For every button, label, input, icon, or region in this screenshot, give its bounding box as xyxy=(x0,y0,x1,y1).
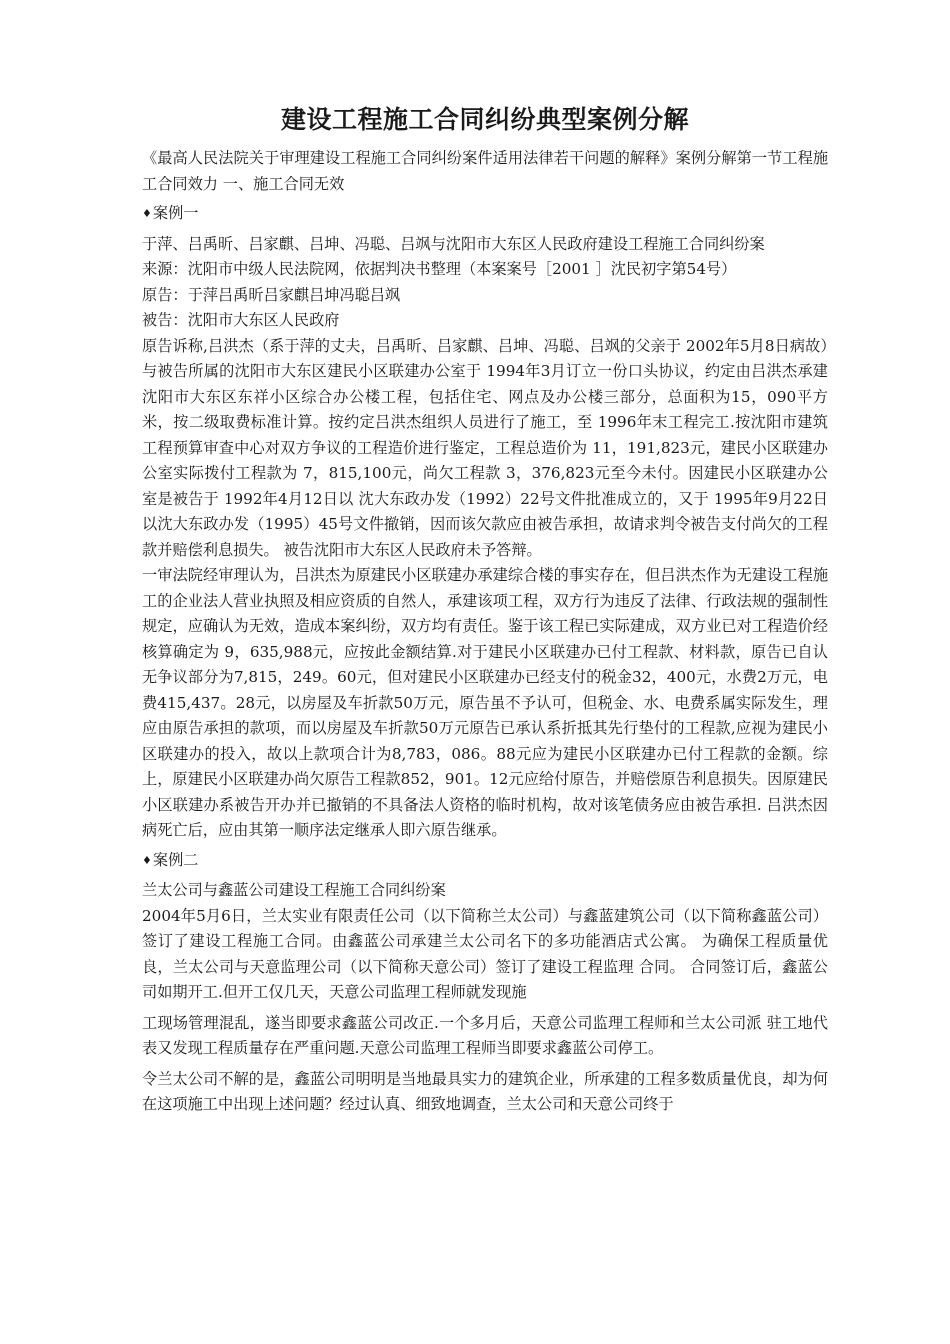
case-one-ruling: 一审法院经审理认为，吕洪杰为原建民小区联建办承建综合楼的事实存在，但吕洪杰作为无建设工程施工的企业法人营业执照及相应资质的自然人，承建该项工程，双方行为违反了法律、行政法规的强制性规定，应确认为无效，造成本案纠纷，双方均有责任。鉴于该工程已实际建成，双方业已对工程造价经核算确定为 9，635,988元，应按此金额结算.对于建民小区联建办已付工程款、材料款，原告已自认无争议部分为7,815，249。60元，但对建民小区联建办已经支付的税金32，400元，水费2万元，电费415,437。28元，以房屋及车折款50万元，原告虽不予认可，但税金、水、电费系属实际发生，理应由原告承担的款项，而以房屋及车折款50万元原告已承认系折抵其先行垫付的工程款,应视为建民小区联建办的投入，故以上款项合计为8,783，086。88元应为建民小区联建办已付工程款的金额。综上，原建民小区联建办尚欠原告工程款852，901。12元应给付原告，并赔偿原告利息损失。因原建民小区联建办系被告开办并已撤销的不具备法人资格的临时机构，故对该笔债务应由被告承担. 吕洪杰因病死亡后，应由其第一顺序法定继承人即六原告继承。 xyxy=(142,566,828,839)
case-two-paragraph-3: 令兰太公司不解的是，鑫蓝公司明明是当地最具实力的建筑企业，所承建的工程多数质量优良，却为何在这项施工中出现上述问题？经过认真、细致地调查，兰太公司和天意公司终于 xyxy=(142,1069,828,1113)
diamond-bullet-icon: ♦ xyxy=(142,207,152,220)
document-page xyxy=(142,100,828,1118)
diamond-bullet-icon: ♦ xyxy=(142,853,152,867)
case-one-name: 于萍、吕禹昕、吕家麒、吕坤、冯聪、吕飒与沈阳市大东区人民政府建设工程施工合同纠纷案 xyxy=(142,234,765,253)
case-one-defendant: 被告：沈阳市大东区人民政府 xyxy=(142,311,340,329)
case-one-label: 案例一 xyxy=(152,204,199,222)
case-two-label: 案例二 xyxy=(152,850,199,869)
case-two-paragraph-2: 工现场管理混乱，遂当即要求鑫蓝公司改正.一个多月后，天意公司监理工程师和兰太公司派 驻工地代表又发现工程质量存在严重问题.天意公司监理工程师当即要求鑫蓝公司停工。 xyxy=(142,1013,828,1057)
document-title: 建设工程施工合同纠纷典型案例分解 xyxy=(280,105,689,134)
case-one-plaintiff: 原告：于萍吕禹昕吕家麒吕坤冯聪吕飒 xyxy=(142,285,401,304)
case-one-source: 来源：沈阳市中级人民法院网，依据判决书整理（本案案号［2001 ］沈民初字第54号） xyxy=(142,260,737,278)
case-one-claim: 原告诉称,吕洪杰（系于萍的丈夫，吕禹昕、吕家麒、吕坤、冯聪、吕飒的父亲于 2002年5月8日病故）与被告所属的沈阳市大东区建民小区联建办公室于 1994年3月订立一份口头协议，约定由吕洪杰承建沈阳市大东区东祥小区综合办公楼工程，包括住宅、网点及办公楼三部分，总面积为15，090平方米，按二级取费标准计算。按约定吕洪杰组织人员进行了施工，至 1996年末工程完工.按沈阳市建筑工程预算审查中心对双方争议的工程造价进行鉴定，工程总造价为 11，191,823元，建民小区联建办公室实际拨付工程款为 7，815,100元，尚欠工程款 3，376,823元至今未付。因建民小区联建办公室是被告于 1992年4月12日以 沈大东政办发（1992）22号文件批准成立的，又于 1995年9月22日以沈大东政办发（1995）45号文件撤销，因而该欠款应由被告承担，故请求判令被告支付尚欠的工程款并赔偿利息损失。 被告沈阳市大东区人民政府未予答辩。 xyxy=(142,336,828,559)
case-two-name: 兰太公司与鑫蓝公司建设工程施工合同纠纷案 xyxy=(142,881,446,899)
case-two-paragraph-1: 2004年5月6日，兰太实业有限责任公司（以下简称兰太公司）与鑫蓝建筑公司（以下简称鑫蓝公司）签订了建设工程施工合同。由鑫蓝公司承建兰太公司名下的多功能酒店式公寓。 为确保工程质量优良，兰太公司与天意监理公司（以下简称天意公司）签订了建设工程监理 合同。 合同签订后，鑫蓝公司如期开工.但开工仅几天，天意公司监理工程师就发现施 xyxy=(142,906,828,1001)
case-two-heading xyxy=(142,848,828,874)
case-one-heading xyxy=(142,201,828,227)
intro-paragraph: 《最高人民法院关于审理建设工程施工合同纠纷案件适用法律若干问题的解释》案例分解第一节工程施工合同效力 一、施工合同无效 xyxy=(142,149,828,193)
